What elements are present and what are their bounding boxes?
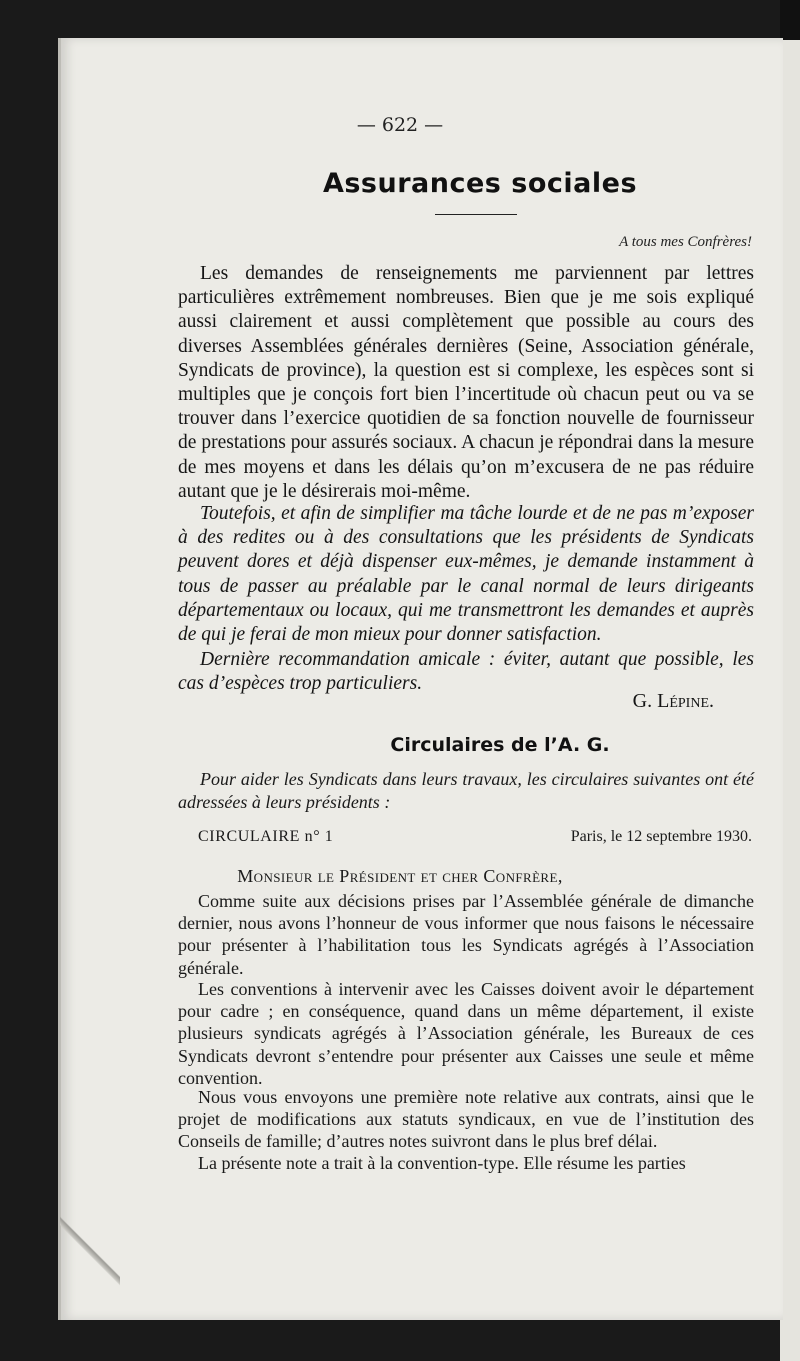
article-title: Assurances sociales	[322, 168, 638, 199]
body-paragraph-1: Les demandes de renseignements me parviennent par lettres particulières extrêmement nombreuses. Bien que je me sois expliqué aussi clairement et aussi complètement que possible au cours des diverses Assemblées générales dernières (Seine, Association générale, Syndicats de province), la question est si complexe, les espèces sont si multiples que je conçois fort bien l’incertitude où chacun peut ou va se trouver dans l’exercice quotidien de sa fonction nouvelle de fournisseur de prestations pour assurés sociaux. A chacun je répondrai dans la mesure de mes moyens et dans les délais qu’on m’excusera de ne pas réduire autant que je le désirerais moi-même.	[178, 263, 754, 502]
signature: G. Lépine.	[632, 690, 714, 712]
title-divider	[435, 214, 517, 215]
page-fold	[60, 1180, 120, 1320]
circular-salutation: Monsieur le Président et cher Confrère,	[237, 866, 563, 886]
section-intro: Pour aider les Syndicats dans leurs travaux, les circulaires suivantes ont été adressées à leurs présidents :	[178, 769, 754, 812]
dedication: A tous mes Confrères!	[619, 234, 752, 250]
circular-paragraph-4: La présente note a trait à la convention-type. Elle résume les parties	[198, 1153, 686, 1173]
circular-label: CIRCULAIRE n° 1	[198, 828, 334, 845]
body-paragraph-3: Dernière recommandation amicale : éviter, autant que possible, les cas d’espèces trop particuliers.	[178, 649, 754, 695]
body-paragraph-2: Toutefois, et afin de simplifier ma tâche lourde et de ne pas m’exposer à des redites ou à des consultations que les présidents de Syndicats peuvent dores et déjà dispenser eux-mêmes, je demande instamment à tous de passer au préalable par le canal normal de leurs dirigeants départementaux ou locaux, qui me transmettront les demandes et auprès de qui je ferai de mon mieux pour donner satisfaction.	[178, 503, 754, 646]
section-subtitle: Circulaires de l’A. G.	[390, 734, 610, 756]
adjacent-page-edge	[780, 0, 800, 1361]
circular-paragraph-3: Nous vous envoyons une première note relative aux contrats, ainsi que le projet de modifications aux statuts syndicaux, en vue de l’institution des Conseils de famille; d’autres notes suivront dans le plus bref délai.	[178, 1087, 754, 1152]
page-number: — 622 —	[356, 114, 444, 136]
circular-paragraph-2: Les conventions à intervenir avec les Caisses doivent avoir le département pour cadre ; en conséquence, quand dans un même département, il existe plusieurs syndicats agrégés à l’Association générale, les Bureaux de ces Syndicats devront s’entendre pour présenter aux Caisses une seule et même convention.	[178, 979, 754, 1088]
circular-paragraph-1: Comme suite aux décisions prises par l’Assemblée générale de dimanche dernier, nous avons l’honneur de vous informer que nous faisons le nécessaire pour présenter à l’habilitation tous les Syndicats agrégés à l’Association générale.	[178, 891, 754, 978]
circular-date: Paris, le 12 septembre 1930.	[570, 828, 752, 845]
